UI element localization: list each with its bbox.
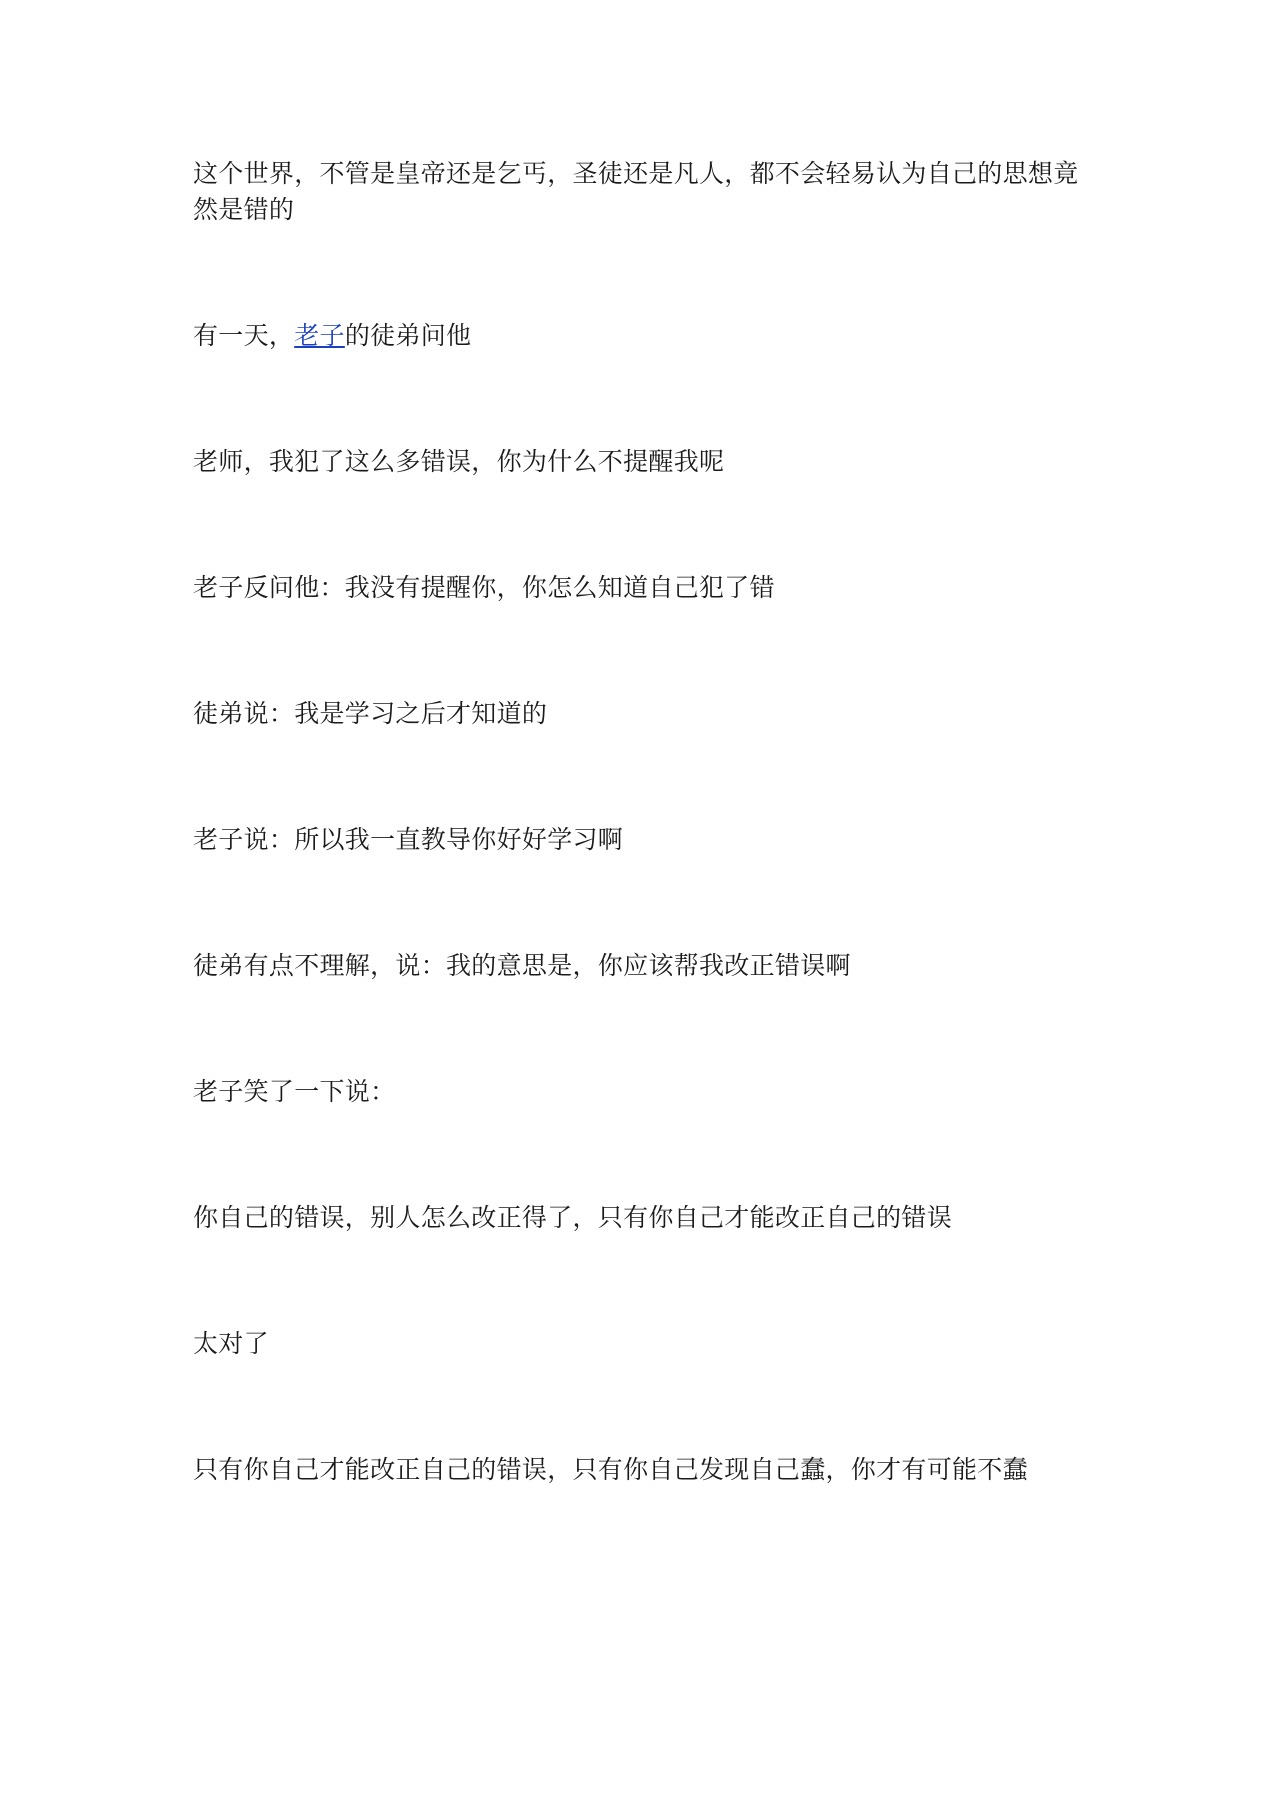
- laozi-link[interactable]: 老子: [294, 321, 345, 350]
- paragraph-student-confused: 徒弟有点不理解，说：我的意思是，你应该帮我改正错误啊: [193, 951, 851, 980]
- paragraph-agree: 太对了: [193, 1329, 269, 1358]
- paragraph-student-question: 老师，我犯了这么多错误，你为什么不提醒我呢: [193, 447, 725, 476]
- paragraph-one-day-suffix: 的徒弟问他: [344, 321, 472, 350]
- paragraph-intro: 这个世界，不管是皇帝还是乞丐，圣徒还是凡人，都不会轻易认为自己的思想竟然是错的: [193, 159, 1079, 224]
- paragraph-one-day: [193, 318, 1093, 354]
- paragraph-laozi-asks: 老子反问他：我没有提醒你，你怎么知道自己犯了错: [193, 573, 775, 602]
- paragraph-laozi-reply: 你自己的错误，别人怎么改正得了，只有你自己才能改正自己的错误: [193, 1203, 953, 1232]
- paragraph-student-answer: 徒弟说：我是学习之后才知道的: [193, 699, 548, 728]
- paragraph-laozi-laughs: 老子笑了一下说：: [193, 1077, 396, 1106]
- paragraph-laozi-teach: 老子说：所以我一直教导你好好学习啊: [193, 825, 624, 854]
- paragraph-conclusion: 只有你自己才能改正自己的错误，只有你自己发现自己蠢，你才有可能不蠢: [193, 1455, 1028, 1484]
- paragraph-one-day-prefix: 有一天，: [193, 321, 295, 350]
